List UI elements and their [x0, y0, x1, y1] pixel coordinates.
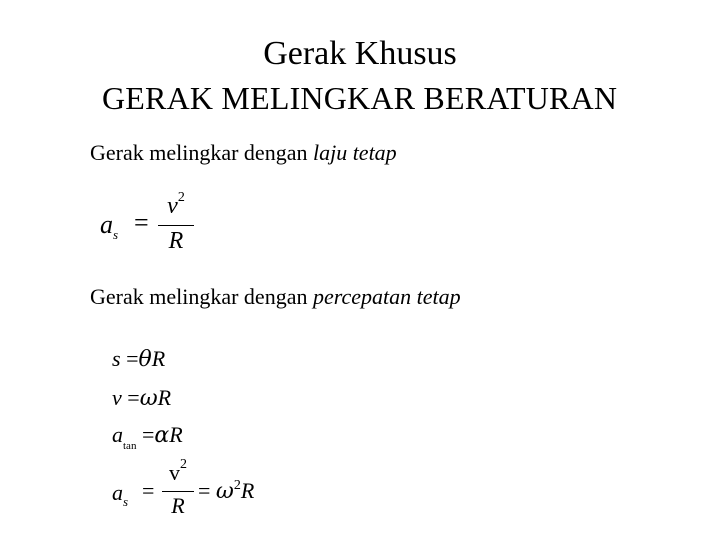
eq1-num-exp: 2 [177, 190, 185, 205]
eq5-denominator: R [171, 493, 185, 518]
eq5-rhs [198, 478, 254, 508]
eq5-num-var: v [169, 460, 180, 485]
eq5-equals-1: = [142, 478, 155, 503]
eq1-equals: = [134, 208, 149, 237]
slide-title: Gerak Khusus [263, 35, 457, 72]
equation-arc-length [112, 346, 165, 373]
eq5-lhs-sub: s [123, 494, 129, 509]
eq1-lhs-symbol: a [100, 210, 113, 239]
eq3-equals: = [127, 385, 140, 410]
eq1-fraction [158, 192, 194, 255]
eq2-lhs: s [112, 346, 121, 371]
eq1-fraction-bar [158, 225, 194, 226]
eq5-omega-exp: 2 [233, 478, 241, 493]
eq5-numerator [162, 457, 194, 490]
equation-velocity [112, 385, 171, 412]
eq3-lhs: v [112, 385, 122, 410]
eq5-lhs-symbol: a [112, 480, 123, 505]
text-laju-tetap [90, 140, 397, 166]
text-emphasis: percepatan tetap [312, 284, 461, 309]
eq2-theta: θ [138, 347, 152, 372]
eq3-radius: R [157, 385, 172, 410]
eq4-radius: R [169, 422, 183, 447]
eq5-lhs [112, 480, 128, 509]
text-percepatan-tetap [90, 284, 461, 310]
eq5-fraction-bar [162, 491, 194, 492]
eq5-equals-2: = [198, 478, 211, 503]
eq1-lhs [100, 210, 118, 244]
text-prefix: Gerak melingkar dengan [90, 140, 313, 165]
slide-subtitle: GERAK MELINGKAR BERATURAN [102, 80, 618, 116]
eq5-num-exp: 2 [180, 457, 187, 472]
eq4-lhs-symbol: a [112, 422, 123, 447]
text-emphasis: laju tetap [312, 140, 397, 165]
eq4-equals: = [141, 422, 155, 447]
eq3-omega: ω [139, 386, 158, 411]
equation-tangential [112, 422, 183, 452]
eq4-lhs-sub: tan [123, 440, 137, 452]
eq2-equals: = [126, 346, 139, 371]
eq2-radius: R [151, 346, 166, 371]
eq1-num-var: v [167, 193, 178, 219]
eq1-lhs-sub: s [113, 227, 119, 242]
eq4-alpha: α [154, 423, 170, 448]
eq5-radius: R [240, 478, 255, 503]
eq5-omega: ω [215, 479, 234, 504]
text-prefix: Gerak melingkar dengan [90, 284, 313, 309]
eq1-numerator [158, 192, 194, 224]
eq5-fraction [162, 457, 194, 519]
eq1-denominator: R [168, 228, 184, 254]
